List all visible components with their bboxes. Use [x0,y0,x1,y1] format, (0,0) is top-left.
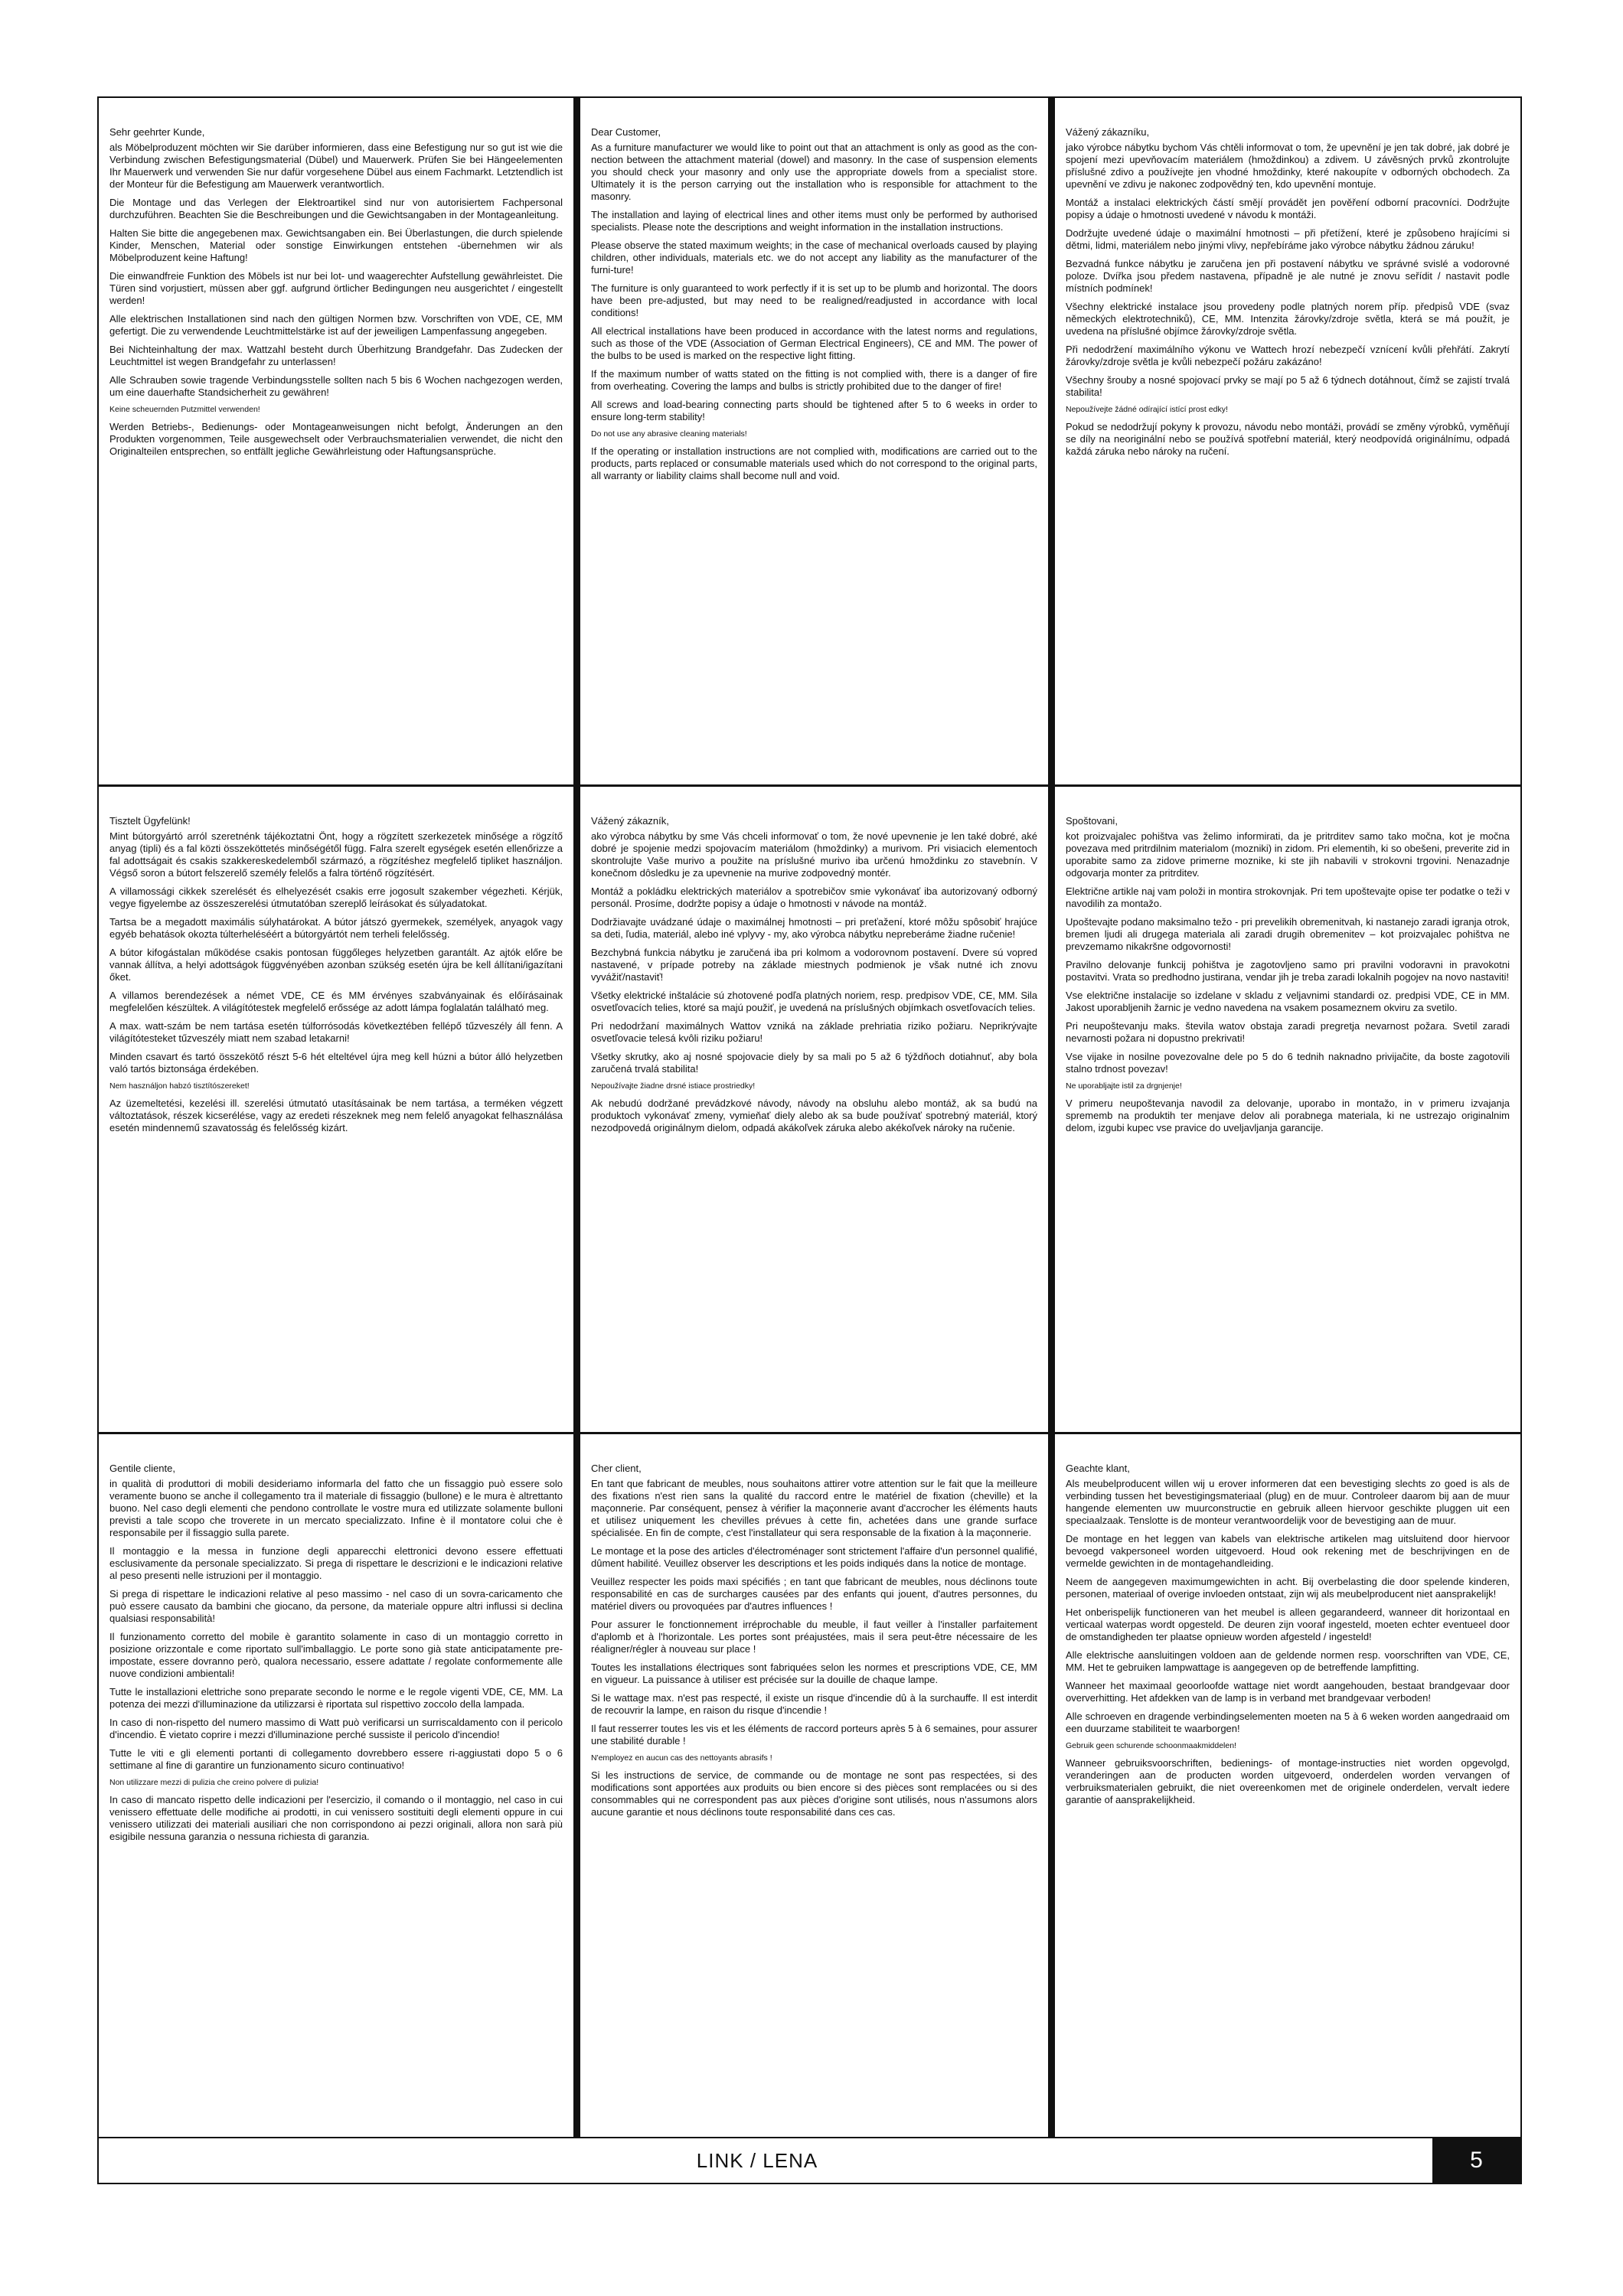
paragraph: Bezvadná funkce nábytku je zaručena jen při postavení nábytku ve správné svislé a vodorovné poloze. Dvířka jsou předem nastavena, případně je ale nutné je znovu seřídit / nastavit podle místních podmínek! [1066,258,1510,294]
paragraph: Het onberispelijk functioneren van het meubel is alleen gegarandeerd, wanneer dit horizontaal en verticaal waterpas wordt opgesteld. De deuren zijn vooraf ingesteld, moeten echter eventueel door de omstandigheden ter plaatse opnieuw worden afgesteld / ingesteld! [1066,1606,1510,1642]
paragraph: Všetky elektrické inštalácie sú zhotovené podľa platných noriem, resp. predpisov VDE, CE, MM. Sila osvetľovacích telies, ktoré sa majú použiť, je uvedená na príslušných objímkach osvetľovacích telies. [591,990,1037,1013]
paragraph: Pri nedodržaní maximálnych Wattov vzniká na základe prehriatia riziko požiaru. Neprikrývajte osvetľovacie telesá kvôli riziku požiaru! [591,1020,1037,1044]
section-slovenian [1048,787,1520,1432]
paragraph: All electrical installations have been produced in accordance with the latest norms and regulations, such as those of the VDE (Association of German Electrical Engineers), CE and MM. The power of the bulbs to be used is marked on the respective light fitting. [591,325,1037,361]
paragraph: V primeru neupoštevanja navodil za delovanje, uporabo in montažo, in v primeru izvajanja sprememb na produktih ter menjave delov ali porabnega materiala, ki ne ustrezajo originalnim delom, izgubi kupec vse pravice do uveljavljanja garancije. [1066,1097,1510,1133]
paragraph: Všechny elektrické instalace jsou provedeny podle platných norem příp. předpisů VDE (svaz německých elektrotechniků), CE, MM. Intenzita žárovky/zdroje světla, která se má použít, je uvedena na příslušné objímce žárovky/zdroje světla. [1066,301,1510,337]
paragraph: als Möbelproduzent möchten wir Sie darüber informieren, dass eine Befestigung nur so gut ist wie die Verbindung zwischen Befestigungsmaterial (Dübel) und Mauerwerk. Prüfen Sie bei Hängeelementen Ihr Mauerwerk und verwenden Sie nur dafür vorgesehene Dübel aus einem Fachmarkt. Letztendlich ist der Monteur für die Befestigung am Mauerwerk verantwortlich. [109,142,563,190]
paragraph: Alle elektrischen Installationen sind nach den gültigen Normen bzw. Vorschriften von VDE, CE, MM gefertigt. Die zu verwendende Leuchtmittelstärke ist auf der jeweiligen Lampenfassung angegeben. [109,313,563,337]
paragraph: A villamossági cikkek szerelését és elhelyezését csakis erre jogosult szakember végezheti. Kérjük, vegye figyelembe az összeszerelési útmutatóban szereplő leírásokat és súlyadatokat. [109,885,563,909]
row-1 [99,98,1520,787]
paragraph: Wanneer gebruiksvoorschriften, bedienings- of montage-instructies niet worden opgevolgd, veranderingen aan de producten worden uitgevoerd, onderdelen worden vervangen of verbruiksmaterialen gebruikt, die niet overeenkomen met de originele onderdelen, vervalt iedere garantie of aansprakelijkheid. [1066,1757,1510,1805]
paragraph: De montage en het leggen van kabels van elektrische artikelen mag uitsluitend door hiervoor bevoegd vakpersoneel worden uitgevoerd. Houd ook rekening met de beschrijvingen en de vermelde gewichten in de montagehandleiding. [1066,1533,1510,1569]
paragraph: Bei Nichteinhaltung der max. Wattzahl besteht durch Überhitzung Brandgefahr. Das Zudecken der Leuchtmittel ist wegen Brandgefahr zu unterlassen! [109,344,563,367]
paragraph: Vse električne instalacije so izdelane v skladu z veljavnimi standardi oz. predpisi VDE, CE in MM. Jakost uporabljenih žarnic je vedno navedena na vsakem posameznem okviru za svetilo. [1066,990,1510,1013]
paragraph: kot proizvajalec pohištva vas želimo informirati, da je pritrditev samo tako močna, kot je močna povezava med pritrdilnim materialom (mozniki) in zidom. Pri elementih, ki so obešeni, preverite zid in uporabite samo za zidove primerne moznike, ki ste jih nabavili v strokovni trgovini. Nenazadnje odgovarja monter za pritrditev. [1066,830,1510,879]
paragraph: Alle Schrauben sowie tragende Verbindungsstelle sollten nach 5 bis 6 Wochen nachgezogen werden, um eine dauerhafte Standsicherheit zu gewähren! [109,374,563,398]
paragraph: Pri neupoštevanju maks. števila watov obstaja zaradi pregretja nevarnost požara. Svetil zaradi nevarnosti požara ni dopustno prekrivati! [1066,1020,1510,1044]
paragraph: Il faut resserrer toutes les vis et les éléments de raccord porteurs après 5 à 6 semaines, pour assurer une stabilité durable ! [591,1723,1037,1746]
paragraph: A max. watt-szám be nem tartása esetén túlforrósodás következtében fellépő tűzveszély áll fenn. A világítótesteket tűzveszély miatt nem szabad letakarni! [109,1020,563,1044]
paragraph: Die Montage und das Verlegen der Elektroartikel sind nur von autorisiertem Fachpersonal durchzuführen. Beachten Sie die Beschreibungen und die Gewichtsangaben in der Montageanleitung. [109,197,563,220]
paragraph: Nem használjon habzó tisztítószereket! [109,1081,250,1091]
section-greeting: Sehr geehrter Kunde, [109,126,205,138]
instruction-sheet [97,96,1522,2184]
section-greeting: Gentile cliente, [109,1463,175,1474]
section-dutch [1048,1434,1520,2137]
paragraph: Die einwandfreie Funktion des Möbels ist nur bei lot- und waagerechter Aufstellung gewährleistet. Die Türen sind vorjustiert, müssen aber ggf. aufgrund örtlicher Bedingungen neu ausgerichtet / eingestellt werden! [109,270,563,306]
section-french [573,1434,1048,2137]
paragraph: Všechny šrouby a nosné spojovací prvky se mají po 5 až 6 týdnech dotáhnout, čímž se zajistí trvalá stabilita! [1066,374,1510,398]
paragraph: Alle elektrische aansluitingen voldoen aan de geldende normen resp. voorschriften van VDE, CE, MM. Het te gebruiken lampwattage is aangegeven op de betreffende lampfitting. [1066,1649,1510,1673]
paragraph: Please observe the stated maximum weights; in the case of mechanical overloads caused by playing children, other individuals, materials etc. we do not accept any liability as the manufacturer of the furni-ture! [591,240,1037,276]
paragraph: Werden Betriebs-, Bedienungs- oder Montageanweisungen nicht befolgt, Änderungen an den Produkten vorgenommen, Teile ausgewechselt oder Verbrauchsmaterialien verwendet, die nicht den Originalteilen entsprechen, so entfällt jegliche Gewährleistung oder Haftungsansprüche. [109,421,563,457]
paragraph: As a furniture manufacturer we would like to point out that an attachment is only as good as the con-nection between the attachment material (dowel) and masonry. In the case of suspension elements you should check your masonry and only use the appropriate dowels from a specialist store. Ultimately it is the person carrying out the installation who is responsible for attachment to the masonry. [591,142,1037,202]
paragraph: Veuillez respecter les poids maxi spécifiés ; en tant que fabricant de meubles, nous déclinons toute responsabilité en cas de surcharges causées par des enfants qui jouent, d'autres personnes, du matériel divers ou provoquées par d'autres influences ! [591,1576,1037,1612]
paragraph: N'employez en aucun cas des nettoyants abrasifs ! [591,1753,772,1763]
section-greeting: Tisztelt Ügyfelünk! [109,815,191,827]
paragraph: in qualità di produttori di mobili desideriamo informarla del fatto che un fissaggio può essere solo veramente buono se anche il collegamento tra il materiale di fissaggio (bullone) e le mura è altrettanto buono. Nel caso degli elementi che pendono controllate le vostre mura ed utilizzate solamente bulloni previsti a tale scopo che troverete in un mercato specializzato. Infine è il montatore colui che è responsabile per il fissaggio sulla parete. [109,1478,563,1538]
paragraph: Minden csavart és tartó összekötő részt 5-6 hét elteltével újra meg kell húzni a bútor álló helyzetben való tartós biztonsága érdekében. [109,1051,563,1075]
paragraph: A bútor kifogástalan működése csakis pontosan függőleges helyzetben garantált. Az ajtók előre be vannak állítva, a helyi adottságok függvényében azonban szükség esetén újra be kell állítani/igazítani őket. [109,947,563,983]
paragraph: Als meubelproducent willen wij u erover informeren dat een bevestiging slechts zo goed is als de verbinding tussen het bevestigingsmateriaal (plug) en de muur. Controleer daarom bij aan de muur hangende elementen uw muurconstructie en gebruik alleen hiervoor geschikte pluggen uit een speciaalzaak. Tenslotte is de monteur verantwoordelijk voor de bevestiging aan de muur. [1066,1478,1510,1526]
section-greeting: Cher client, [591,1463,642,1474]
paragraph: Nepoužívajte žiadne drsné istiace prostriedky! [591,1081,756,1091]
paragraph: All screws and load-bearing connecting parts should be tightened after 5 to 6 weeks in order to ensure long-term stability! [591,399,1037,422]
section-italian [99,1434,573,2137]
paragraph: Tutte le viti e gli elementi portanti di collegamento dovrebbero essere ri-aggiustati dopo 5 o 6 settimane al fine di garantire un funzionamento sicuro continuativo! [109,1747,563,1771]
paragraph: Nepoužívejte žádné odírající istící prost edky! [1066,405,1228,414]
page-footer [99,2137,1520,2183]
section-hungarian [99,787,573,1432]
paragraph: Toutes les installations électriques sont fabriquées selon les normes et prescriptions VDE, CE, MM en vigueur. La puissance à utiliser est précisée sur la douille de chaque lampe. [591,1662,1037,1685]
paragraph: The furniture is only guaranteed to work perfectly if it is set up to be plumb and horizontal. The doors have been pre-adjusted, but may need to be realigned/readjusted in accordance with local conditions! [591,282,1037,318]
paragraph: Montáž a instalaci elektrických částí smějí provádět jen pověření odborní pracovníci. Dodržujte popisy a údaje o hmotnosti uvedené v návodu k montáži. [1066,197,1510,220]
paragraph: Do not use any abrasive cleaning materials! [591,429,747,439]
row-2 [99,787,1520,1434]
paragraph: If the maximum number of watts stated on the fitting is not complied with, there is a danger of fire from overheating. Covering the lamps and bulbs is strictly prohibited due to the danger of fire! [591,368,1037,392]
paragraph: Si prega di rispettare le indicazioni relative al peso massimo - nel caso di un sovra-caricamento che può essere causato da bambini che giocano, da persone, da materiale oppure altri influssi si declina qualsiasi responsabilità! [109,1588,563,1624]
paragraph: Ne uporabljajte istil za drgnjenje! [1066,1081,1182,1091]
paragraph: Pokud se nedodržují pokyny k provozu, návodu nebo montáži, provádí se změny výrobků, vyměňují se díly na neoriginální nebo se používá spotřební materiál, který neodpovídá originálnímu, odpadá každá záruka nebo nároky na ručení. [1066,421,1510,457]
paragraph: Všetky skrutky, ako aj nosné spojovacie diely by sa mali po 5 až 6 týždňoch dotiahnuť, aby bola zaručená trvalá stabilita! [591,1051,1037,1075]
paragraph: Wanneer het maximaal geoorloofde wattage niet wordt aangehouden, bestaat brandgevaar door oververhitting. Het afdekken van de lamp is in verband met brandgevaar verboden! [1066,1680,1510,1704]
section-greeting: Dear Customer, [591,126,661,138]
page-number: 5 [1432,2138,1520,2183]
paragraph: Tutte le installazioni elettriche sono preparate secondo le norme e le regole vigenti VDE, CE, MM. La potenza dei mezzi d'illuminazione da utilizzarsi è riportata sul rispettivo zoccolo della lampada. [109,1686,563,1710]
paragraph: A villamos berendezések a német VDE, CE és MM érvényes szabványainak és előírásainak megfelelően készültek. A világítótestek megfelelő erőssége az adott lámpa foglalatán található meg. [109,990,563,1013]
paragraph: Az üzemeltetési, kezelési ill. szerelési útmutató utasításainak be nem tartása, a terméken végzett változtatások, részek kicserélése, vagy az eredeti részeknek meg nem felelő anyagokat felhasználása esetén mindennemű szavatosság és felelősség kizárt. [109,1097,563,1133]
paragraph: Halten Sie bitte die angegebenen max. Gewichtsangaben ein. Bei Überlastungen, die durch spielende Kinder, Menschen, Material oder sonstige Einwirkungen entstehen -übernehmen wir als Möbelproduzent keine Haftung! [109,227,563,263]
paragraph: Neem de aangegeven maximumgewichten in acht. Bij overbelasting die door spelende kinderen, personen, materiaal of overige invloeden ontstaat, zijn wij als meubelproducent niet aansprakelijk! [1066,1576,1510,1600]
section-slovak [573,787,1048,1432]
paragraph: jako výrobce nábytku bychom Vás chtěli informovat o tom, že upevnění je jen tak dobré, jak dobré je spojení mezi upevňovacím materiálem (hmoždinkou) a zdivem. U závěsných prvků zkontrolujte příslušné zdivo a používejte jen vhodné hmoždinky, které nakoupíte v odborných obchodech. Za upevnění ve zdivu je nakonec zodpovědný ten, kdo upevnění montuje. [1066,142,1510,190]
paragraph: Keine scheuernden Putzmittel verwenden! [109,405,260,414]
footer-title: LINK / LENA [696,2149,818,2172]
paragraph: Pour assurer le fonctionnement irréprochable du meuble, il faut veiller à l'installer parfaitement d'aplomb et à l'horizontale. Les portes sont préajustées, mais il sera peut-être nécessaire de les réaligner/régler à nouveau sur place ! [591,1619,1037,1655]
paragraph: Gebruik geen schurende schoonmaakmiddelen! [1066,1741,1236,1750]
paragraph: Si les instructions de service, de commande ou de montage ne sont pas respectées, si des modifications sont apportées aux produits ou bien encore si des pièces sont remplacées ou si des consommables qui ne correspondent pas aux pièces d'origine sont utilisés, nous n'assumons alors aucune garantie et nous déclinons toute responsabilité dans ces cas. [591,1769,1037,1818]
paragraph: Bezchybná funkcia nábytku je zaručená iba pri kolmom a vodorovnom postavení. Dvere sú vopred nastavené, v prípade potreby na základe miestnych podmienok je však nutné ich znovu vyvážiť/nastaviť! [591,947,1037,983]
row-3 [99,1434,1520,2137]
paragraph: Dodržujte uvedené údaje o maximální hmotnosti – při přetížení, které je způsobeno hrajícími si dětmi, lidmi, materiálem nebo jinými vlivy, nepřebíráme jako výrobce nábytku žádnou záruku! [1066,227,1510,251]
paragraph: Tartsa be a megadott maximális súlyhatárokat. A bútor játszó gyermekek, személyek, anyagok vagy egyéb behatások okozta túlterheléséért a bútorgyártót nem terheli felelősség. [109,916,563,940]
paragraph: If the operating or installation instructions are not complied with, modifications are carried out to the products, parts replaced or consumable materials used which do not correspond to the original parts, all warranty or liability claims shall become null and void. [591,445,1037,481]
section-german [99,98,573,784]
section-czech [1048,98,1520,784]
section-greeting: Vážený zákazníku, [1066,126,1150,138]
paragraph: Il funzionamento corretto del mobile è garantito solamente in caso di un montaggio corretto in posizione orizzontale e come riportato sull'imballaggio. Le porte sono già state anticipatamente pre-impostate, essere dovranno però, qualora necessario, essere adattate / regolate conformemente alle nuove condizioni ambientali! [109,1631,563,1679]
paragraph: Non utilizzare mezzi di pulizia che creino polvere di pulizia! [109,1778,319,1787]
paragraph: Montáž a pokládku elektrických materiálov a spotrebičov smie vykonávať iba autorizovaný odborný personál. Prosíme, dodržte popisy a údaje o hmotnosti v návode na montáž. [591,885,1037,909]
paragraph: In caso di mancato rispetto delle indicazioni per l'esercizio, il comando o il montaggio, nel caso in cui venissero effettuate delle modifiche ai prodotti, in cui venissero sostituiti degli elementi oppure in cui venissero utilizzati dei materiali ausiliari che non corrispondono ai pezzi originali, allora non sarà più esigibile nessuna garanzia o nessuna richiesta di garanzia. [109,1794,563,1842]
paragraph: Si le wattage max. n'est pas respecté, il existe un risque d'incendie dû à la surchauffe. Il est interdit de recouvrir la lampe, en raison du risque d'incendie ! [591,1692,1037,1716]
paragraph: Il montaggio e la messa in funzione degli apparecchi elettronici devono essere effettuati esclusivamente da personale specializzato. Si prega di rispettare le descrizioni e le indicazioni relative al peso presenti nelle istruzioni per il montaggio. [109,1545,563,1581]
paragraph: The installation and laying of electrical lines and other items must only be performed by authorised specialists. Please note the descriptions and weight information in the installation instructions. [591,209,1037,233]
section-greeting: Geachte klant, [1066,1463,1130,1474]
paragraph: Električne artikle naj vam položi in montira strokovnjak. Pri tem upoštevajte opise ter podatke o teži v navodilih za montažo. [1066,885,1510,909]
paragraph: Alle schroeven en dragende verbindingselementen moeten na 5 à 6 weken worden aangedraaid om een duurzame stabiliteit te waarborgen! [1066,1711,1510,1734]
paragraph: Vse vijake in nosilne povezovalne dele po 5 do 6 tednih naknadno privijačite, da boste zagotovili stalno trdnost povezav! [1066,1051,1510,1075]
paragraph: In caso di non-rispetto del numero massimo di Watt può verificarsi un surriscaldamento con il pericolo d'incendio. È vietato coprire i mezzi d'illuminazione perché sussiste il pericolo d'incendio! [109,1717,563,1740]
paragraph: Pravilno delovanje funkcij pohištva je zagotovljeno samo pri pravilni vodoravni in pravokotni postavitvi. Vrata so predhodno justirana, vendar jih je treba zaradi lokalnih pogojev na novo nastaviti! [1066,959,1510,983]
paragraph: ako výrobca nábytku by sme Vás chceli informovať o tom, že nové upevnenie je len také dobré, aké dobré je spojenie medzi spojovacím materiálom (hmoždinky) a murivom. Pri visiacich elementoch skontrolujte Vaše murivo a použite na príslušné murivo iba určenú hmoždinku zo stavebnín. V konečnom dôsledku je za upevnenie na murive zodpovedný montér. [591,830,1037,879]
paragraph: Při nedodržení maximálního výkonu ve Wattech hrozí nebezpečí vznícení kvůli přehřátí. Zakrytí žárovky/zdroje světla je kvůli nebezpečí požáru zakázáno! [1066,344,1510,367]
section-greeting: Spoštovani, [1066,815,1118,827]
section-english [573,98,1048,784]
paragraph: Le montage et la pose des articles d'électroménager sont strictement l'affaire d'un personnel qualifié, dûment habilité. Veuillez observer les descriptions et les poids indiqués dans la notice de montage. [591,1545,1037,1569]
paragraph: Mint bútorgyártó arról szeretnénk tájékoztatni Önt, hogy a rögzített szerkezetek minősége a rögzítő anyag (tipli) és a fal közti összeköttetés minőségétől függ. Falra szerelt egységek esetén ellenőrizze a fal adottságait és csakis szakkereskedelemből származó, a rögzítéshez megfelelő tipliket használjon. Végső soron a bútort felszerelő személy felelős a falra történő rögzítésért. [109,830,563,879]
paragraph: En tant que fabricant de meubles, nous souhaitons attirer votre attention sur le fait que la meilleure des fixations n'est rien sans la qualité du raccord entre le matériel de fixation (cheville) et la maçonnerie. Par conséquent, pensez à vérifier la maçonnerie avant d'accrocher les éléments hauts et utilisez uniquement les chevilles prévues à cette fin, achetées dans une grande surface spécialisée. En fin de compte, c'est l'installateur qui sera responsable de la fixation à la maçonnerie. [591,1478,1037,1538]
paragraph: Upoštevajte podano maksimalno težo - pri prevelikih obremenitvah, ki nastanejo zaradi igranja otrok, bremen ljudi ali drugega materiala ali zaradi drugih obremenitev – kot proizvajalec pohištva ne prevzemamo nikakršne odgovornosti! [1066,916,1510,952]
paragraph: Dodržiavajte uvádzané údaje o maximálnej hmotnosti – pri preťažení, ktoré môžu spôsobiť hrajúce sa deti, ľudia, materiál, alebo iné vplyvy - my, ako výrobca nábytku nepreberáme žiadne ručenie! [591,916,1037,940]
paragraph: Ak nebudú dodržané prevádzkové návody, návody na obsluhu alebo montáž, ak sa budú na produktoch vykonávať zmeny, vymieňať diely alebo ak sa bude používať spotrebný materiál, ktorý nezodpovedá originálnym dielom, odpadá akákoľvek záruka alebo akékoľvek nároky na ručenie. [591,1097,1037,1133]
section-greeting: Vážený zákazník, [591,815,669,827]
